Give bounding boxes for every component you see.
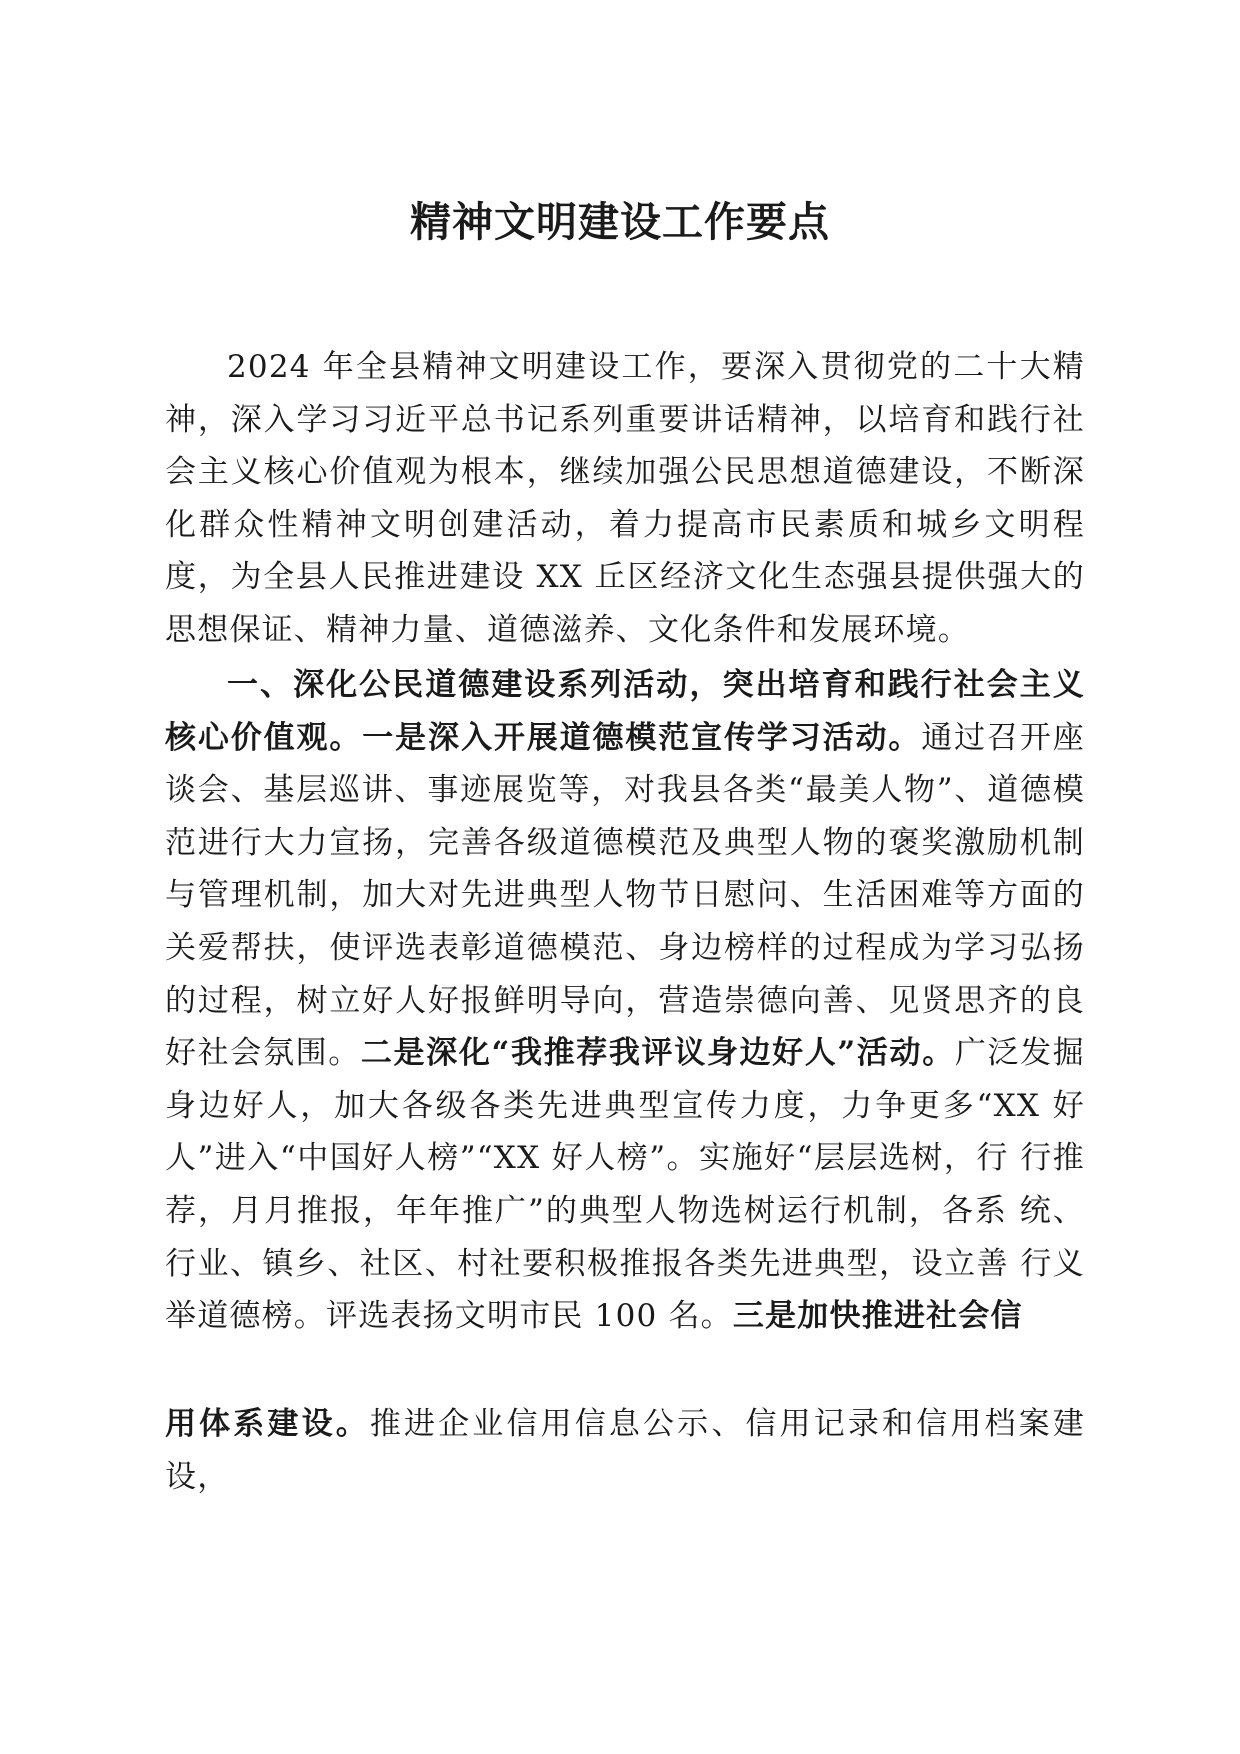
- section-one-paragraph: [165, 659, 1085, 1343]
- point-three-label-part1: 三是加快推进社会信: [732, 1298, 1023, 1335]
- point-three-text: 推进企业信用信息公示、信用记录和信用档案建设，: [165, 1406, 1085, 1495]
- section-one-heading: 一、深化公民道德建设系列活动，突出培育和践行社会主义核心价值观。: [165, 667, 1085, 756]
- intro-paragraph: 2024 年全县精神文明建设工作，要深入贯彻党的二十大精神，深入学习习近平总书记系列重要讲话精神，以培育和践行社会主义核心价值观为根本，继续加强公民思想道德建设，不断深化群众性精神文明创建活动，着力提高市民素质和城乡文明程度，为全县人民推进建设 XX 丘区经济文化生态强县提供强大的思想保证、精神力量、道德滋养、文化条件和发展环境。: [165, 349, 1085, 648]
- section-one-continuation: [165, 1398, 1085, 1503]
- point-one-text: 通过召开座谈会、基层巡讲、事迹展览等，对我县各类“最美人物”、道德模范进行大力宣扬，完善各级道德模范及典型人物的褒奖激励机制与管理机制，加大对先进典型人物节日慰问、生活困难等方面的关爱帮扶，使评选表彰道德模范、身边榜样的过程成为学习弘扬的过程，树立好人好报鲜明导向，营造崇德向善、见贤思齐的良好社会氛围。: [165, 719, 1086, 1072]
- point-three-label-part2: 用体系建设。: [165, 1406, 370, 1442]
- point-two-label: 二是深化“我推荐我评议身边好人”活动。: [360, 1035, 955, 1072]
- point-two-text: 广泛发掘身边好人，加大各级各类先进典型宣传力度，力争更多“XX 好人”进入“中国好人榜”“XX 好人榜”。实施好“层层选树，行 行推荐，月月推报，年年推广”的典型人物选树运行机制，各系 统、行业、镇乡、社区、村社要积极推报各类先进典型，设立善 行义举道德榜。评选表扬文明市民 100 名。: [165, 1035, 1085, 1335]
- point-one-label: 一是深入开展道德模范宣传学习活动。: [362, 719, 922, 756]
- document-title: 精神文明建设工作要点: [410, 198, 830, 246]
